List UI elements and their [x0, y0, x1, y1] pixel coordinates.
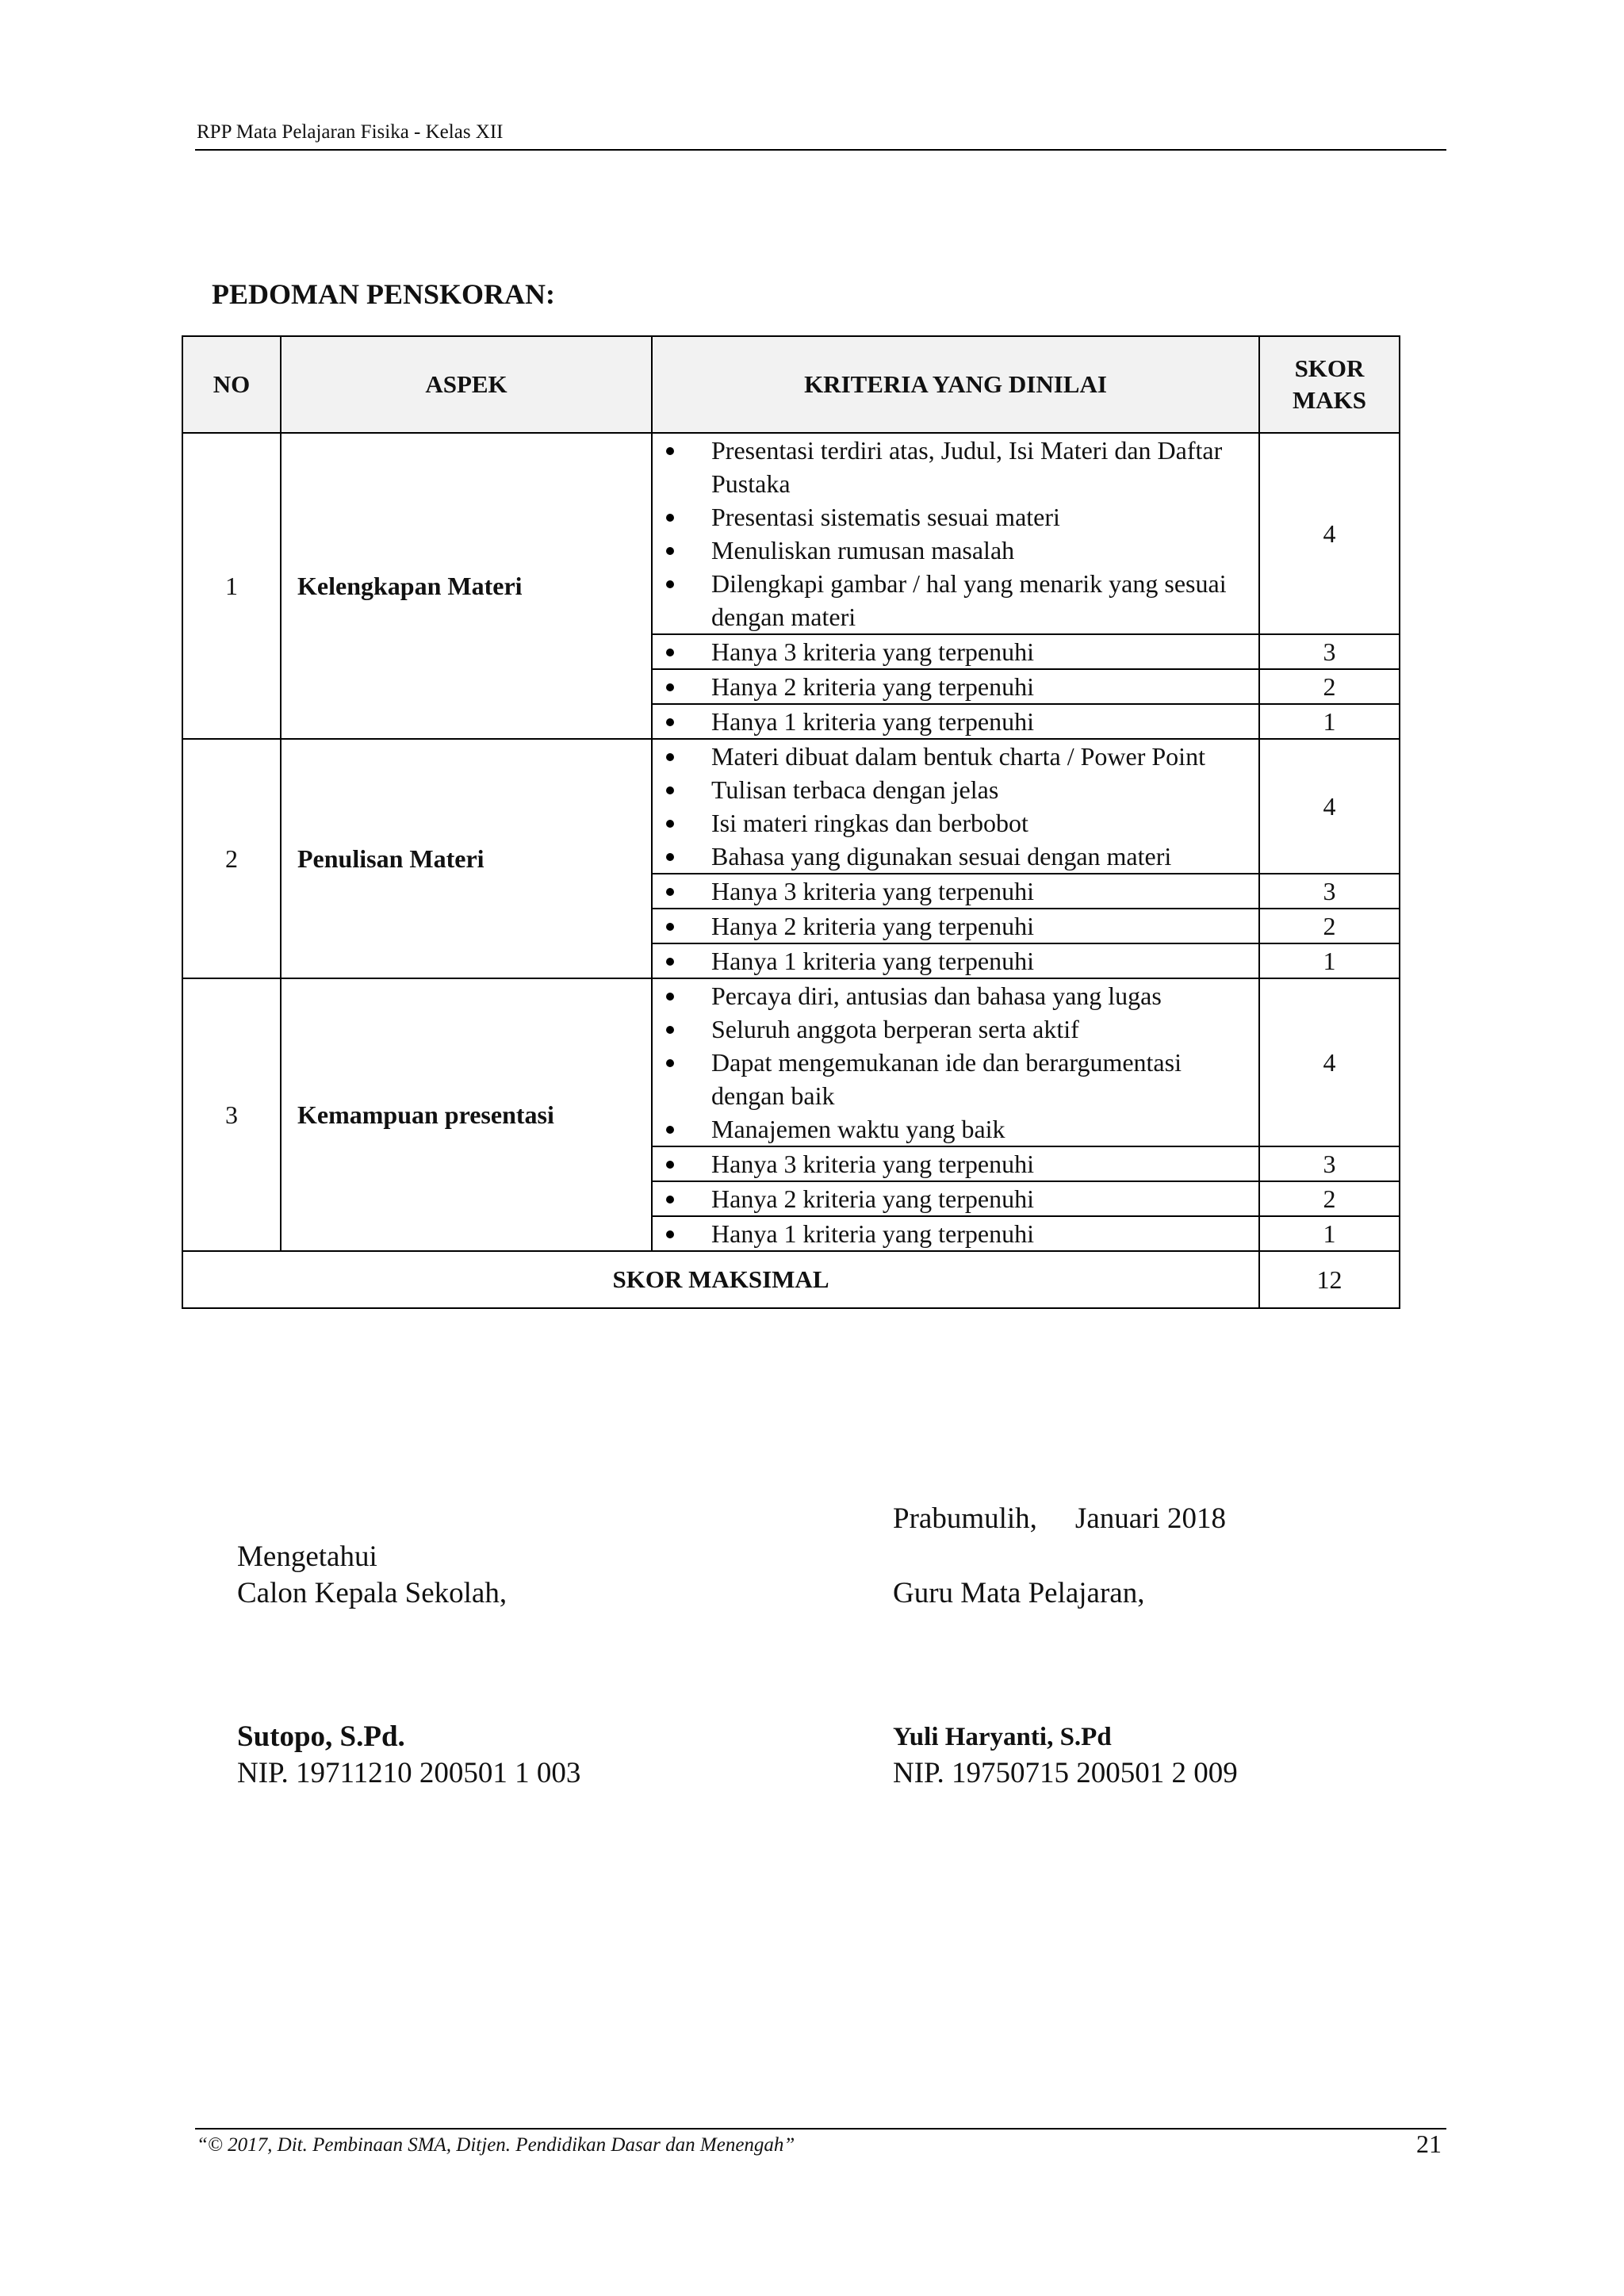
- criteria-item: Hanya 3 kriteria yang terpenuhi: [653, 635, 1251, 668]
- score: 2: [1259, 1181, 1400, 1216]
- criteria-item: Percaya diri, antusias dan bahasa yang lugas: [653, 979, 1251, 1012]
- criteria-item: Seluruh anggota berperan serta aktif: [653, 1012, 1251, 1046]
- table-row: [182, 433, 1400, 634]
- max-score: 4: [1259, 739, 1400, 874]
- aspect-label: Kemampuan presentasi: [281, 978, 652, 1251]
- max-score: 4: [1259, 978, 1400, 1146]
- header-kriteria: KRITERIA YANG DINILAI: [652, 336, 1259, 433]
- criteria-item: Manajemen waktu yang baik: [653, 1112, 1251, 1146]
- right-signatory: [893, 1719, 1238, 1792]
- criteria-item: Presentasi terdiri atas, Judul, Isi Materi dan Daftar Pustaka: [653, 434, 1251, 500]
- row-number: 2: [182, 739, 281, 978]
- left-role: Calon Kepala Sekolah,: [237, 1577, 508, 1609]
- criteria-item: Hanya 1 kriteria yang terpenuhi: [653, 705, 1251, 738]
- acknowledgement-label: Mengetahui: [237, 1540, 377, 1573]
- header-aspek: ASPEK: [281, 336, 652, 433]
- header-skor: [1259, 336, 1400, 433]
- criteria-item: Menuliskan rumusan masalah: [653, 534, 1251, 567]
- section-title: PEDOMAN PENSKORAN:: [212, 278, 555, 310]
- aspect-label: Penulisan Materi: [281, 739, 652, 978]
- right-nip: NIP. 19750715 200501 2 009: [893, 1757, 1238, 1789]
- main-criteria: [652, 978, 1259, 1146]
- main-criteria: [652, 433, 1259, 634]
- right-role: Guru Mata Pelajaran,: [893, 1577, 1145, 1609]
- max-score: 4: [1259, 433, 1400, 634]
- criteria-item: Dilengkapi gambar / hal yang menarik yang sesuai dengan materi: [653, 567, 1251, 633]
- criteria-item: Hanya 1 kriteria yang terpenuhi: [653, 1217, 1251, 1250]
- criteria-item: Materi dibuat dalam bentuk charta / Power Point: [653, 740, 1251, 773]
- aspect-label: Kelengkapan Materi: [281, 433, 652, 739]
- row-number: 3: [182, 978, 281, 1251]
- row-number: 1: [182, 433, 281, 739]
- footer-copyright: “© 2017, Dit. Pembinaan SMA, Ditjen. Pendidikan Dasar dan Menengah”: [197, 2134, 795, 2156]
- total-label: SKOR MAKSIMAL: [182, 1251, 1259, 1308]
- table-row: [182, 739, 1400, 874]
- criteria-item: Tulisan terbaca dengan jelas: [653, 773, 1251, 806]
- page-number: 21: [1416, 2130, 1442, 2158]
- criteria-item: Bahasa yang digunakan sesuai dengan materi: [653, 840, 1251, 873]
- criteria-item: Hanya 1 kriteria yang terpenuhi: [653, 944, 1251, 978]
- criteria-item: Hanya 3 kriteria yang terpenuhi: [653, 874, 1251, 908]
- left-nip: NIP. 19711210 200501 1 003: [237, 1757, 581, 1789]
- header-rule: [195, 149, 1446, 151]
- right-name: Yuli Haryanti, S.Pd: [893, 1723, 1112, 1751]
- date: Januari 2018: [1074, 1502, 1227, 1535]
- right-signature-block: [893, 1575, 1144, 1612]
- criteria-item: Isi materi ringkas dan berbobot: [653, 806, 1251, 840]
- table-header-row: [182, 336, 1400, 433]
- page-header: RPP Mata Pelajaran Fisika - Kelas XII: [197, 121, 504, 143]
- score: 2: [1259, 669, 1400, 704]
- criteria-item: Dapat mengemukanan ide dan berargumentasi dengan baik: [653, 1046, 1251, 1112]
- table-row: [182, 978, 1400, 1146]
- score: 1: [1259, 704, 1400, 739]
- footer-rule: [195, 2128, 1446, 2130]
- criteria-item: Hanya 3 kriteria yang terpenuhi: [653, 1147, 1251, 1181]
- criteria-item: Presentasi sistematis sesuai materi: [653, 500, 1251, 534]
- header-skor-line2: MAKS: [1293, 386, 1366, 414]
- criteria-item: Hanya 2 kriteria yang terpenuhi: [653, 1182, 1251, 1215]
- score: 3: [1259, 634, 1400, 669]
- score: 3: [1259, 1146, 1400, 1181]
- score: 1: [1259, 943, 1400, 978]
- criteria-item: Hanya 2 kriteria yang terpenuhi: [653, 909, 1251, 943]
- score: 1: [1259, 1216, 1400, 1251]
- score: 2: [1259, 909, 1400, 943]
- total-value: 12: [1259, 1251, 1400, 1308]
- header-no: NO: [182, 336, 281, 433]
- scoring-table: [182, 335, 1400, 1309]
- place: Prabumulih,: [893, 1502, 1037, 1535]
- left-name: Sutopo, S.Pd.: [237, 1720, 405, 1753]
- left-signature-block: [237, 1539, 507, 1612]
- total-row: [182, 1251, 1400, 1308]
- place-date: [893, 1502, 1226, 1536]
- left-signatory: [237, 1719, 580, 1792]
- header-skor-line1: SKOR: [1294, 354, 1365, 382]
- criteria-item: Hanya 2 kriteria yang terpenuhi: [653, 670, 1251, 703]
- score: 3: [1259, 874, 1400, 909]
- main-criteria: [652, 739, 1259, 874]
